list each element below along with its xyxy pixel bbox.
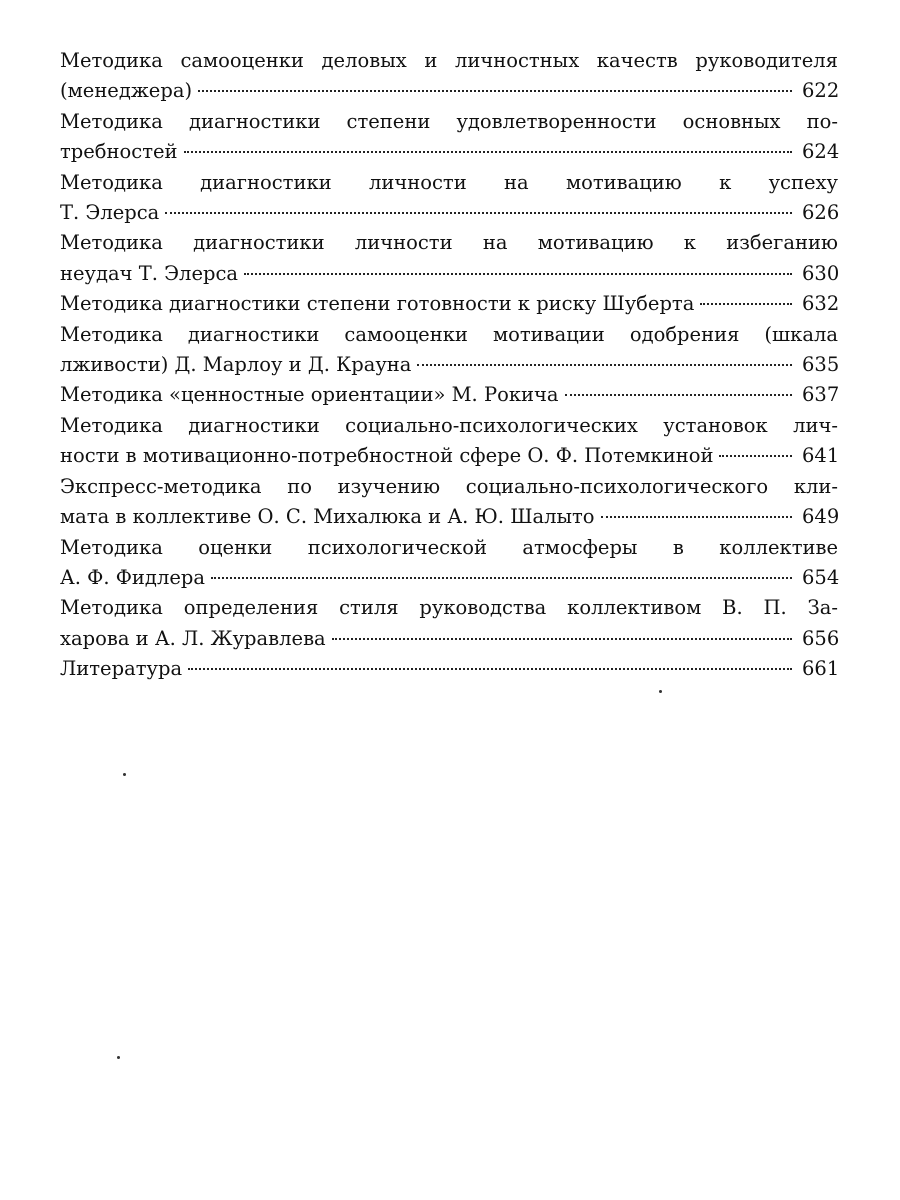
toc-page-number: 661 — [802, 657, 840, 681]
toc-entry-leader-line — [60, 502, 838, 532]
toc-entry-title-end: Методика «ценностные ориентации» М. Рокича — [60, 383, 559, 407]
toc-entry-title-line: Экспресс-методика по изучению социально-психологического кли- — [60, 474, 838, 498]
toc-page-number: 626 — [802, 201, 840, 225]
toc-entry-title-end: мата в коллективе О. С. Михалюка и А. Ю. Шалыто — [60, 505, 595, 529]
toc-entry-title-end: лживости) Д. Марлоу и Д. Крауна — [60, 353, 412, 377]
toc-entry-leader-line — [60, 563, 838, 593]
toc-entry-title-line: Методика самооценки деловых и личностных качеств руководителя — [60, 49, 838, 72]
toc-page-number: 656 — [802, 626, 840, 650]
dot-leader — [188, 668, 792, 670]
dot-leader — [244, 273, 792, 275]
print-speck — [123, 773, 126, 776]
dot-leader — [332, 638, 792, 640]
toc-entry — [60, 654, 838, 684]
toc-entry-title-line: Методика оценки психологической атмосферы в коллективе — [60, 535, 838, 559]
toc-entry — [60, 228, 838, 289]
toc-entry — [60, 593, 838, 654]
toc-entry — [60, 411, 838, 472]
toc-entry-title-end: харова и А. Л. Журавлева — [60, 626, 326, 650]
toc-entry-title-line: Методика определения стиля руководства коллективом В. П. За- — [60, 596, 838, 620]
toc-entry-leader-line — [60, 76, 838, 106]
toc-entry-leader-line — [60, 259, 838, 289]
toc-entry-leader-line — [60, 624, 838, 654]
toc-page-number: 622 — [802, 79, 840, 103]
toc-entry-leader-line — [60, 198, 838, 228]
toc-entry-title-line: Методика диагностики степени удовлетворенности основных по- — [60, 109, 838, 133]
dot-leader — [719, 455, 792, 457]
toc-entry-leader-line — [60, 350, 838, 380]
print-speck — [659, 690, 662, 693]
toc-entry-title-end: ности в мотивационно-потребностной сфере О. Ф. Потемкиной — [60, 444, 714, 468]
toc-page-number: 649 — [802, 505, 840, 529]
toc-entry-title-line: Методика диагностики самооценки мотивации одобрения (шкала — [60, 322, 838, 346]
toc-entry-title-end: Т. Элерса — [60, 201, 160, 225]
print-speck — [117, 1056, 120, 1059]
table-of-contents — [60, 46, 838, 685]
toc-entry-leader-line — [60, 289, 838, 319]
toc-page-number: 637 — [802, 383, 840, 407]
toc-page-number: 654 — [802, 565, 840, 589]
toc-entry-title-end: Методика диагностики степени готовности к риску Шуберта — [60, 292, 695, 316]
toc-entry-title-line: Методика диагностики личности на мотивацию к избеганию — [60, 231, 838, 255]
dot-leader — [565, 394, 792, 396]
toc-page-number: 635 — [802, 353, 840, 377]
toc-page-number: 624 — [802, 140, 840, 164]
toc-page-number: 632 — [802, 292, 840, 316]
dot-leader — [184, 151, 792, 153]
toc-page-number: 630 — [802, 261, 840, 285]
dot-leader — [417, 364, 792, 366]
toc-entry — [60, 380, 838, 410]
toc-entry — [60, 472, 838, 533]
toc-page-number: 641 — [802, 444, 840, 468]
toc-entry-leader-line — [60, 654, 838, 684]
toc-entry-title-line: Методика диагностики личности на мотивацию к успеху — [60, 170, 838, 194]
toc-entry-title-end: неудач Т. Элерса — [60, 261, 239, 285]
toc-entry — [60, 320, 838, 381]
toc-entry — [60, 289, 838, 319]
dot-leader — [601, 516, 792, 518]
toc-entry-title-line: Методика диагностики социально-психологических установок лич- — [60, 413, 838, 437]
toc-entry-title-end: (менеджера) — [60, 79, 193, 103]
toc-entry-title-end: А. Ф. Фидлера — [60, 565, 205, 589]
dot-leader — [700, 303, 792, 305]
toc-entry — [60, 533, 838, 594]
toc-entry-leader-line — [60, 380, 838, 410]
toc-entry-leader-line — [60, 441, 838, 471]
toc-entry-title-end: Литература — [60, 657, 183, 681]
toc-entry — [60, 168, 838, 229]
toc-entry — [60, 107, 838, 168]
dot-leader — [211, 577, 792, 579]
toc-entry-title-end: требностей — [60, 140, 178, 164]
toc-entry-leader-line — [60, 137, 838, 167]
dot-leader — [198, 90, 792, 92]
dot-leader — [165, 212, 792, 214]
toc-entry — [60, 46, 838, 107]
